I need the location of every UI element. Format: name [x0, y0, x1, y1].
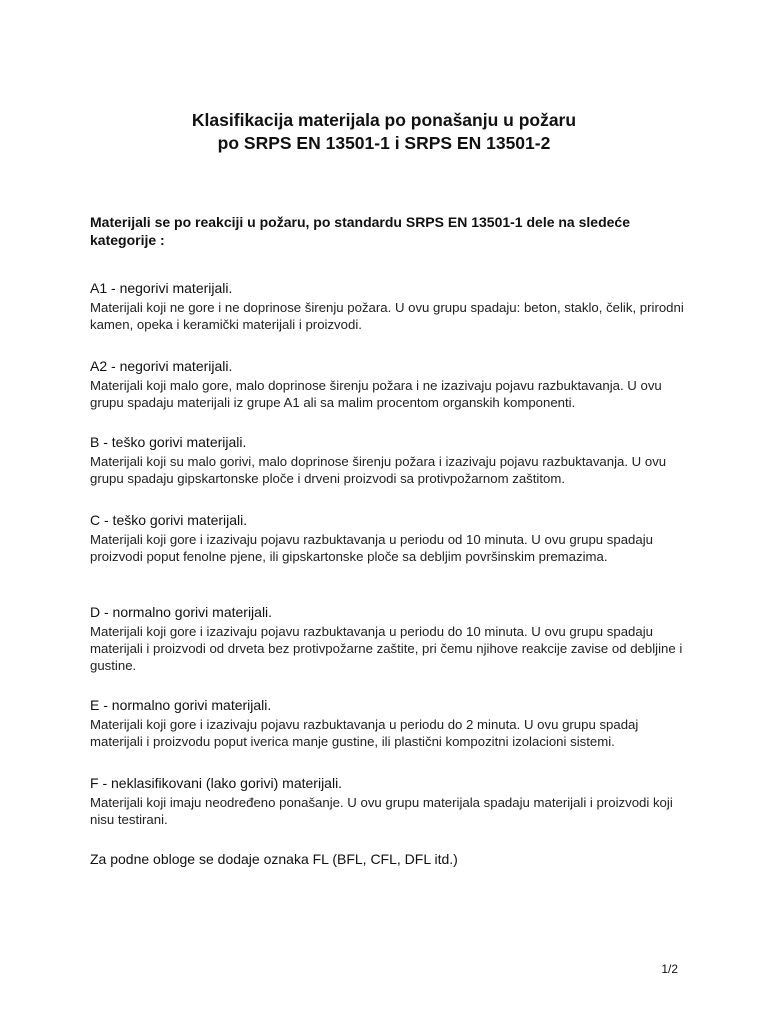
document-title	[0, 109, 768, 155]
section-f	[90, 774, 690, 828]
section-body: Materijali koji gore i izazivaju pojavu razbuktavanja u periodu od 10 minuta. U ovu grupu spadaju proizvodi poput fenolne pjene, ili gipskartonske ploče sa debljim površinskim premazima.	[90, 532, 653, 564]
section-heading: D - normalno gorivi materijali.	[90, 604, 273, 620]
section-b	[90, 433, 690, 487]
section-a1	[90, 279, 690, 333]
section-body: Materijali koji gore i izazivaju pojavu razbuktavanja u periodu do 2 minuta. U ovu grupu spadaj materijali i proizvodu poput iverica manje gustine, ili plastični kompozitni izolacioni sistemi.	[90, 717, 639, 749]
intro-paragraph: Materijali se po reakciji u požaru, po standardu SRPS EN 13501-1 dele na sledeće kategorije :	[90, 214, 630, 248]
section-body: Materijali koji ne gore i ne doprinose širenju požara. U ovu grupu spadaju: beton, staklo, čelik, prirodni kamen, opeka i keramički materijali i proizvodi.	[90, 300, 684, 332]
section-heading: F - neklasifikovani (lako gorivi) materijali.	[90, 775, 343, 791]
section-body: Materijali koji su malo gorivi, malo doprinose širenju požara i izazivaju pojavu razbuktavanja. U ovu grupu spadaju gipskartonske ploče i drveni proizvodi sa protivpožarnom zaštitom.	[90, 454, 667, 486]
title-line-1: Klasifikacija materijala po ponašanju u požaru	[191, 110, 577, 130]
section-body: Materijali koji imaju neodređeno ponašanje. U ovu grupu materijala spadaju materijali i proizvodi koji nisu testirani.	[90, 795, 673, 827]
section-a2	[90, 357, 690, 411]
section-heading: A2 - negorivi materijali.	[90, 358, 233, 374]
title-line-2: po SRPS EN 13501-1 i SRPS EN 13501-2	[217, 133, 551, 153]
page-number: 1/2	[661, 962, 678, 976]
floor-covering-note: Za podne obloge se dodaje oznaka FL (BFL, CFL, DFL itd.)	[90, 851, 458, 867]
section-heading: A1 - negorivi materijali.	[90, 280, 233, 296]
section-d	[90, 603, 690, 674]
section-heading: B - teško gorivi materijali.	[90, 434, 247, 450]
section-e	[90, 696, 690, 750]
section-heading: E - normalno gorivi materijali.	[90, 697, 272, 713]
section-body: Materijali koji gore i izazivaju pojavu razbuktavanja u periodu do 10 minuta. U ovu grupu spadaju materijali i proizvodi od drveta bez protivpožarne zaštite, pri čemu njihove reakcije zavise od debljine i gustine.	[90, 624, 683, 673]
section-c	[90, 511, 690, 565]
section-heading: C - teško gorivi materijali.	[90, 512, 248, 528]
section-body: Materijali koji malo gore, malo doprinose širenju požara i ne izazivaju pojavu razbuktavanja. U ovu grupu spadaju materijali iz grupe A1 ali sa malim procentom organskih komponenti.	[90, 378, 662, 410]
